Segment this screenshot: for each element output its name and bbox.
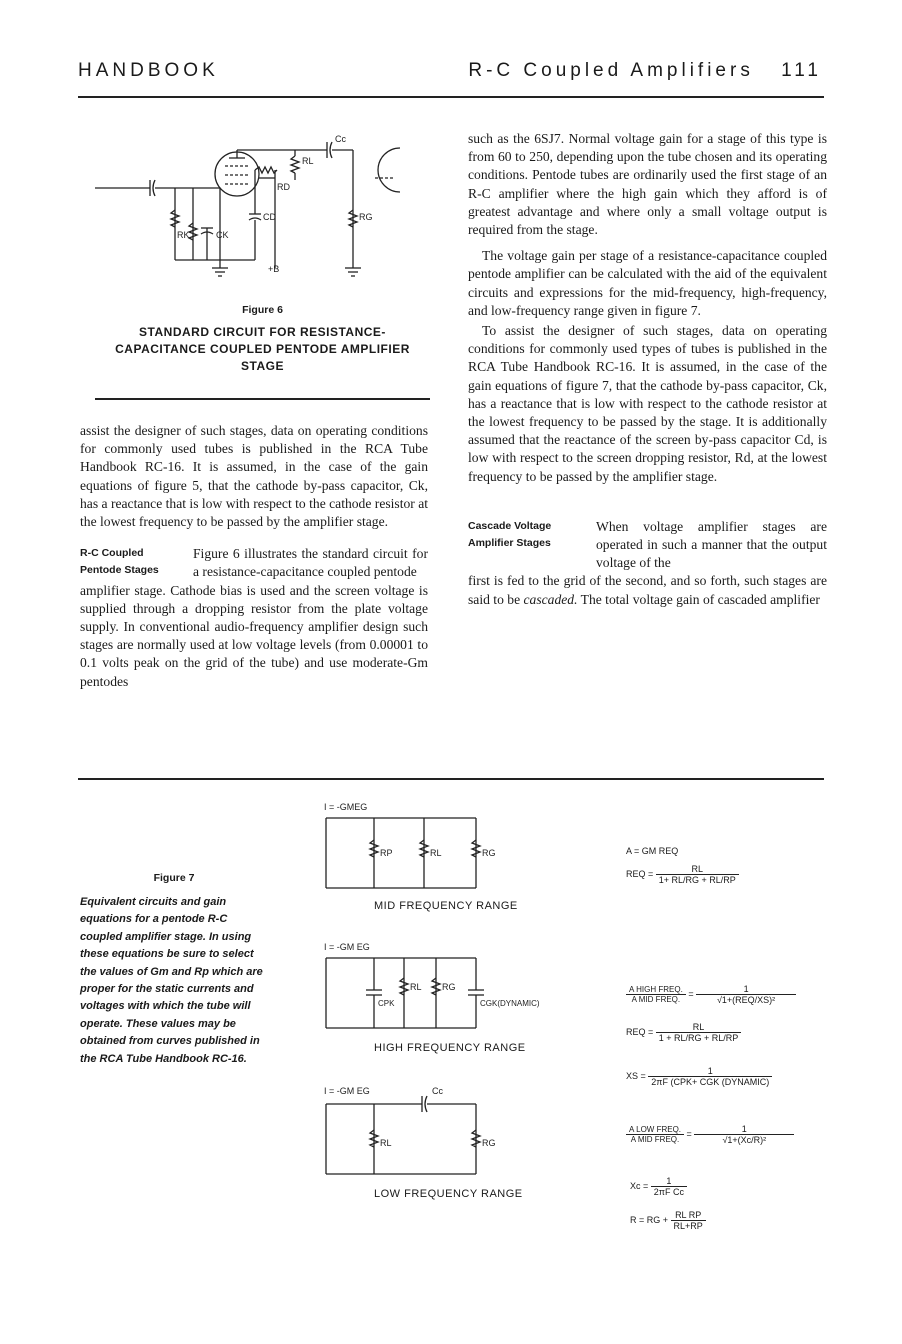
high-range-label: HIGH FREQUENCY RANGE <box>374 1042 526 1054</box>
label-cd: CD <box>263 212 276 222</box>
mid-eq-gain: A = GM REQ <box>626 846 679 856</box>
sidehead-block-rc <box>80 545 428 581</box>
right-para-4-rest <box>468 572 827 608</box>
high-eq-xs <box>626 1066 772 1087</box>
high-xs-lhs: XS = <box>626 1070 646 1081</box>
right-para-3: To assist the designer of such stages, data on operating conditions for commonly used types of tubes is published in the RCA Tube Handbook RC-16. It is assumed, in the case of the gain equations of figure 7, that the cathode by-pass capacitor, Ck, has a reactance that is low with respect to the cathode resistor at the lowest frequency to be passed by the stage. It is additionally assumed that the reactance of the screen by-pass capacitor Cd, is low with respect to the screen dropping resistor, Rd, at the lowest frequency to be passed by the amplifier stage. <box>468 323 827 484</box>
figure6-caption <box>95 304 430 375</box>
low-rg: RG <box>482 1138 496 1148</box>
sidehead-rc-coupled <box>80 545 193 581</box>
page-header-right <box>468 60 822 82</box>
figure7-caption-text: Equivalent circuits and gain equations for a pentode R-C coupled amplifier stage. In using these equations be sure to select the values of Gm and Rp which are proper for the static currents and voltages with which the tube will operate. These values may be obtained from curves published in the RCA Tube Handbook RC-16. <box>80 896 263 1065</box>
label-plus-b: +B <box>268 264 280 274</box>
right-para-4-lead: When voltage amplifier stages are operated in such a manner that the output voltage of the <box>596 518 827 571</box>
high-rl: RL <box>410 982 422 992</box>
mid-rl: RL <box>430 848 442 858</box>
figure6-label: Figure 6 <box>242 304 283 316</box>
sidehead-cascade-line-1: Cascade Voltage <box>468 519 552 532</box>
high-xs-num: 1 <box>648 1066 772 1077</box>
high-eq-req <box>626 1022 741 1043</box>
low-xc-lhs: Xc = <box>630 1180 649 1191</box>
high-req-frac <box>656 1022 742 1043</box>
low-rl: RL <box>380 1138 392 1148</box>
high-xs-frac <box>648 1066 772 1087</box>
mid-frequency-circuit <box>318 800 528 896</box>
low-r-lhs: R = RG + <box>630 1214 669 1225</box>
label-rk: RK <box>177 230 190 240</box>
low-xc-num: 1 <box>651 1176 687 1187</box>
chapter-title: R-C Coupled Amplifiers <box>468 60 754 81</box>
figure6-rule <box>95 398 430 400</box>
low-eq-r <box>630 1210 706 1231</box>
mid-rp: RP <box>380 848 393 858</box>
left-para-2-lead: Figure 6 illustrates the standard circuit for a resistance-capacitance coupled pentode <box>193 546 428 580</box>
high-eq1-den: √1+(REQ/XS)² <box>716 995 776 1005</box>
low-ratio-num: A LOW FREQ. <box>626 1125 684 1135</box>
running-head: HANDBOOK <box>78 60 219 81</box>
low-source: I = -GM EG <box>324 1086 370 1096</box>
low-frequency-circuit <box>318 1082 528 1178</box>
label-rl: RL <box>302 156 314 166</box>
mid-req-den: 1+ RL/RG + RL/RP <box>658 875 736 885</box>
sidehead-cascade <box>468 518 596 573</box>
figure7-label: Figure 7 <box>153 872 195 884</box>
left-para-2-rest: amplifier stage. Cathode bias is used and the screen voltage is supplied through a dropping resistor from the plate voltage supply. In conventional audio-frequency amplifier design such stages are normally used at low voltage levels (from 0.00001 to 0.1 volts peak on the grid of the tube) and use moderate-Gm pentodes <box>80 582 428 689</box>
high-source: I = -GM EG <box>324 942 370 952</box>
sidehead-block-cascade <box>468 518 827 573</box>
left-column <box>80 422 428 691</box>
low-eq-ratio: $\frac{\text{A LOW FREQ.}}{\text{A MID FREQ.}}$ = $\frac{1}{\text{√1+(Xc/R)²}}$ <box>626 1124 794 1145</box>
para4-text-a: first is fed to the grid of the second, and so forth, such stages are said to be <box>468 573 827 607</box>
sidehead-cascade-line-2: Amplifier Stages <box>468 536 551 549</box>
low-eq1-den: √1+(Xc/R)² <box>722 1135 767 1145</box>
para4-italic: cascaded. <box>523 591 578 607</box>
low-eq-xc <box>630 1176 687 1197</box>
mid-rg: RG <box>482 848 496 858</box>
mid-eq-req <box>626 864 739 885</box>
high-rg: RG <box>442 982 456 992</box>
low-cc: Cc <box>432 1086 443 1096</box>
sidehead-line-1: R-C Coupled <box>80 547 144 560</box>
high-eq1-frac <box>696 984 796 1005</box>
low-xc-frac <box>651 1176 687 1197</box>
low-r-den: RL+RP <box>673 1221 703 1231</box>
high-req-lhs: REQ = <box>626 1026 654 1037</box>
low-ratio-den: A MID FREQ. <box>630 1135 680 1144</box>
mid-req-lhs: REQ = <box>626 868 654 879</box>
low-range-label: LOW FREQUENCY RANGE <box>374 1188 523 1200</box>
figure6-title: STANDARD CIRCUIT FOR RESISTANCE-CAPACITANCE COUPLED PENTODE AMPLIFIER STAGE <box>115 325 410 373</box>
high-cgk: CGK(DYNAMIC) <box>480 999 540 1008</box>
right-column <box>468 130 827 609</box>
left-para-1: assist the designer of such stages, data on operating conditions for commonly used tubes is published in the RCA Tube Handbook RC-16. It is assumed, in the case of the gain equations of figure 5, that the cathode by-pass capacitor, Ck, has a reactance that is low with respect to the cathode resistor at the lowest frequency to be passed by the amplifier stage. <box>80 423 429 530</box>
high-ratio-num: A HIGH FREQ. <box>626 985 686 995</box>
para4-text-b: The total voltage gain of cascaded amplifier <box>580 591 820 607</box>
low-xc-den: 2πF Cc <box>653 1187 684 1197</box>
high-xs-den: 2πF (CPK+ CGK (DYNAMIC) <box>651 1077 770 1087</box>
low-ratio-frac <box>626 1125 684 1144</box>
high-ratio-den: A MID FREQ. <box>631 995 681 1004</box>
sidehead-line-2: Pentode Stages <box>80 564 159 577</box>
high-eq1-num: 1 <box>696 984 796 995</box>
high-frequency-circuit <box>318 938 558 1034</box>
low-eq1-frac <box>694 1124 794 1145</box>
high-ratio-frac <box>626 985 686 1004</box>
mid-range-label: MID FREQUENCY RANGE <box>374 900 518 912</box>
figure6-schematic <box>95 128 430 288</box>
mid-source: I = -GMEG <box>324 802 368 812</box>
right-para-1: such as the 6SJ7. Normal voltage gain for a stage of this type is from 60 to 250, depending upon the tube chosen and its operating conditions. Pentode tubes are ordinarily used the first stage of an R-C amplifier where the high gain which they afford is of greatest advantage and where only a small voltage output is required from the stage. <box>468 131 827 238</box>
figure7-top-rule <box>78 778 824 780</box>
label-cc: Cc <box>335 134 346 144</box>
low-r-num: RL RP <box>671 1210 706 1221</box>
right-para-2: The voltage gain per stage of a resistance-capacitance coupled pentode amplifier can be calculated with the aid of the equivalent circuits and expressions for the mid-frequency, high-frequency, and low-frequency range given in figure 7. <box>468 248 827 318</box>
mid-req-frac <box>656 864 739 885</box>
high-req-num: RL <box>656 1022 742 1033</box>
figure7-caption <box>80 872 268 1068</box>
high-cpk: CPK <box>378 999 395 1008</box>
low-eq1-num: 1 <box>694 1124 794 1135</box>
mid-req-num: RL <box>656 864 739 875</box>
high-req-den: 1 + RL/RG + RL/RP <box>658 1033 739 1043</box>
label-rg: RG <box>359 212 373 222</box>
label-rd: RD <box>277 182 290 192</box>
low-r-frac <box>671 1210 706 1231</box>
page-number: 111 <box>781 60 822 81</box>
high-eq-ratio: $\frac{\text{A HIGH FREQ.}}{\text{A MID FREQ.}}$ = $\frac{1}{\text{√1+(REQ/XS)²}}$ <box>626 984 796 1005</box>
header-rule <box>78 96 824 98</box>
label-ck: CK <box>216 230 229 240</box>
